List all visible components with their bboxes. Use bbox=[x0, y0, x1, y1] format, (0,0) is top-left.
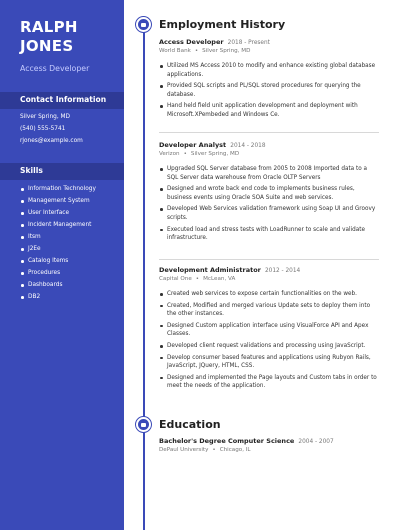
job-company: Verizon bbox=[159, 151, 180, 157]
job-bullet: Hand held field unit application development and deployment with Microsoft.XPembeded and Windows Ce. bbox=[159, 102, 379, 119]
education-dates: 2004 - 2007 bbox=[298, 439, 334, 445]
job-company: World Bank bbox=[159, 48, 191, 54]
first-name: RALPH bbox=[20, 18, 78, 36]
skill-item: Incident Management bbox=[20, 219, 96, 231]
employment-heading: Employment History bbox=[159, 18, 286, 31]
skill-item: DB2 bbox=[20, 291, 96, 303]
job-location: McLean, VA bbox=[203, 276, 236, 282]
job-bullet: Created web services to expose certain functionalities on the web. bbox=[159, 290, 379, 299]
separator-dot: • bbox=[183, 151, 187, 157]
education-entry bbox=[159, 437, 379, 458]
contact-heading: Contact Information bbox=[20, 95, 107, 104]
degree: Bachelor's Degree Computer Science bbox=[159, 437, 295, 445]
skill-item: Catalog Items bbox=[20, 255, 96, 267]
skill-item: Information Technology bbox=[20, 183, 96, 195]
school-location: Chicago, IL bbox=[219, 447, 251, 453]
job-bullet: Designed and wrote back end code to implements business rules, business events using Oracle SOA Suite and web services. bbox=[159, 185, 379, 202]
divider bbox=[159, 259, 379, 260]
skills-heading-band bbox=[0, 163, 124, 180]
job-bullet: Developed client request validations and processing using JavaScript. bbox=[159, 342, 379, 351]
job-bullet: Develop consumer based features and applications using Rubyon Rails, JavaScript, JQuery, HTML, CSS. bbox=[159, 354, 379, 371]
job-bullets bbox=[159, 290, 379, 391]
briefcase-icon bbox=[136, 17, 151, 32]
candidate-name bbox=[20, 18, 78, 56]
contact-phone: (540) 555-5741 bbox=[20, 126, 66, 132]
contact-heading-band bbox=[0, 92, 124, 109]
separator-dot: • bbox=[195, 276, 200, 282]
job-role: Development Administrator bbox=[159, 266, 261, 274]
job-location: Silver Spring, MD bbox=[190, 151, 240, 157]
job-location: Silver Spring, MD bbox=[202, 48, 251, 54]
job-role: Access Developer bbox=[159, 38, 224, 46]
job-bullet: Executed load and stress tests with LoadRunner to scale and validate infrastructure. bbox=[159, 226, 379, 243]
skill-item: Dashboards bbox=[20, 279, 96, 291]
last-name: JONES bbox=[20, 37, 74, 55]
sidebar bbox=[0, 0, 124, 530]
job-bullet: Upgraded SQL Server database from 2005 to 2008 Imported data to a SQL Server data warehouse from Oracle OLTP Servers bbox=[159, 165, 379, 182]
job-bullets bbox=[159, 165, 379, 243]
skill-item: Itsm bbox=[20, 231, 96, 243]
graduation-cap-icon bbox=[136, 417, 151, 432]
education-heading: Education bbox=[159, 418, 221, 431]
job-entry bbox=[159, 38, 379, 123]
timeline-line bbox=[143, 26, 145, 530]
job-bullet: Designed and implemented the Page layouts and Custom tabs in order to meet the needs of the application. bbox=[159, 374, 379, 391]
job-bullets bbox=[159, 62, 379, 119]
job-role: Developer Analyst bbox=[159, 141, 227, 149]
contact-location: Silver Spring, MD bbox=[20, 114, 70, 120]
contact-email[interactable]: rjones@example.com bbox=[20, 138, 83, 144]
job-dates: 2014 - 2018 bbox=[230, 143, 266, 149]
job-entry bbox=[159, 266, 379, 394]
job-bullet: Utilized MS Access 2010 to modify and enhance existing global database applications. bbox=[159, 62, 379, 79]
skill-item: Management System bbox=[20, 195, 96, 207]
separator-dot: • bbox=[212, 447, 216, 453]
job-bullet: Developed Web Services validation framework using Soap UI and Groovy scripts. bbox=[159, 205, 379, 222]
skill-item: J2Ee bbox=[20, 243, 96, 255]
divider bbox=[159, 132, 379, 133]
job-bullet: Provided SQL scripts and PL/SQL stored procedures for querying the database. bbox=[159, 82, 379, 99]
separator-dot: • bbox=[194, 48, 199, 54]
job-title: Access Developer bbox=[20, 64, 90, 73]
job-bullet: Designed Custom application interface using VisualForce API and Apex Classes. bbox=[159, 322, 379, 339]
skill-item: Procedures bbox=[20, 267, 96, 279]
job-entry bbox=[159, 141, 379, 246]
skills-list bbox=[20, 183, 96, 303]
skills-heading: Skills bbox=[20, 166, 43, 175]
job-dates: 2012 - 2014 bbox=[264, 268, 301, 274]
school: DePaul University bbox=[159, 447, 209, 453]
job-company: Capital One bbox=[159, 276, 192, 282]
job-bullet: Created, Modified and merged various Update sets to deploy them into the other instances. bbox=[159, 302, 379, 319]
job-dates: 2018 - Present bbox=[227, 40, 270, 46]
skill-item: User Interface bbox=[20, 207, 96, 219]
